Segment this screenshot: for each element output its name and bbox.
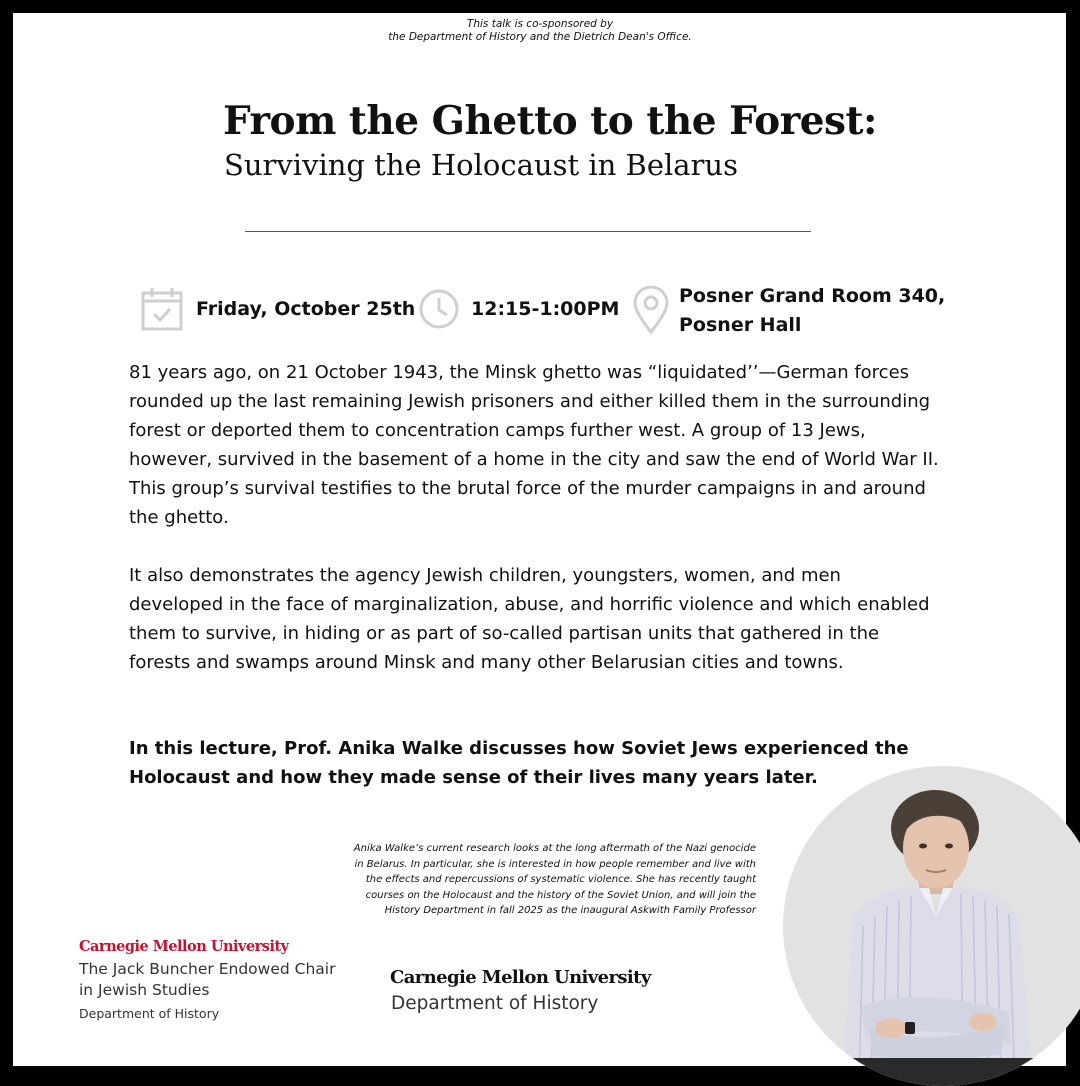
event-date: Friday, October 25th <box>196 298 416 320</box>
map-pin-icon <box>632 285 670 335</box>
clock-icon <box>418 288 460 330</box>
chair-department: Department of History <box>79 1006 220 1021</box>
page-title: From the Ghetto to the Forest: <box>223 98 877 144</box>
event-location-line-2: Posner Hall <box>679 314 802 336</box>
cmu-history-logo-wordmark: Carnegie Mellon University <box>390 967 651 988</box>
cosponsor-note <box>0 18 1080 44</box>
event-time: 12:15-1:00PM <box>471 298 620 320</box>
bio-line-4: courses on the Holocaust and the history of the Soviet Union, and will join the <box>365 889 756 901</box>
cosponsor-line-2: the Department of History and the Dietrich Dean's Office. <box>388 31 692 43</box>
title-divider <box>245 231 811 232</box>
bio-line-3: the effects and repercussions of systematic violence. She has recently taught <box>365 874 756 885</box>
event-location-line-1: Posner Grand Room 340, <box>679 285 946 307</box>
chair-name-line-2: in Jewish Studies <box>79 981 210 999</box>
bio-line-5: History Department in fall 2025 as the inaugural Askwith Family Professor <box>384 905 756 916</box>
description-paragraph-3: In this lecture, Prof. Anika Walke discusses how Soviet Jews experienced the Holocaust and how they made sense of their lives many years later. <box>129 738 909 788</box>
calendar-check-icon <box>141 287 183 331</box>
chair-name-line-1: The Jack Buncher Endowed Chair <box>79 960 336 978</box>
description-paragraph-2: It also demonstrates the agency Jewish children, youngsters, women, and men developed in the face of marginalization, abuse, and horrific violence and which enabled them to survive, in hiding or as part of so-called partisan units that gathered in the forests and swamps around Minsk and many other Belarusian cities and towns. <box>129 565 930 673</box>
description-paragraph-1: 81 years ago, on 21 October 1943, the Minsk ghetto was “liquidated’’—German forces rounded up the last remaining Jewish prisoners and either killed them in the surrounding forest or deported them to concentration camps further west. A group of 13 Jews, however, survived in the basement of a home in the city and saw the end of World War II. This group’s survival testifies to the brutal force of the murder campaigns in and around the ghetto. <box>129 362 939 528</box>
page-subtitle: Surviving the Holocaust in Belarus <box>224 148 738 182</box>
bio-line-2: in Belarus. In particular, she is interested in how people remember and live with <box>354 858 756 870</box>
cosponsor-line-1: This talk is co-sponsored by <box>466 18 614 30</box>
cmu-logo-wordmark: Carnegie Mellon University <box>79 938 289 955</box>
history-department-label: Department of History <box>391 993 599 1014</box>
bio-line-1: Anika Walke’s current research looks at the long aftermath of the Nazi genocide <box>353 843 756 854</box>
speaker-bio <box>236 841 756 919</box>
